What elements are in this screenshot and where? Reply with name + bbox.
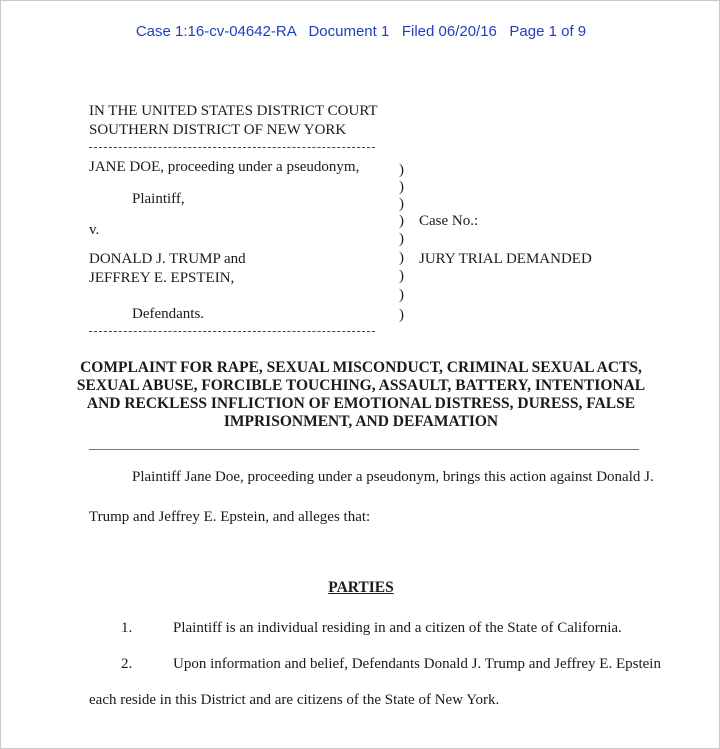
paragraph-1-text: Plaintiff is an individual residing in and a citizen of the State of California. (173, 620, 622, 636)
intro-line-2: Trump and Jeffrey E. Epstein, and alleges that: (89, 509, 371, 525)
document-number: Document 1 (308, 23, 390, 40)
paragraph-number: 2. (121, 656, 133, 672)
title-rule (89, 449, 639, 450)
ecf-header (1, 23, 720, 40)
paragraph-2-text-cont: each reside in this District and are citizens of the State of New York. (89, 692, 500, 708)
plaintiff-role: Plaintiff, (132, 191, 185, 207)
plaintiff-name: JANE DOE, proceeding under a pseudonym, (89, 159, 360, 175)
paragraph-number: 1. (121, 620, 133, 636)
page-indicator: Page 1 of 9 (509, 23, 587, 40)
caption-paren: ) (399, 268, 404, 284)
intro-line-1: Plaintiff Jane Doe, proceeding under a pseudonym, brings this action against Donald J. (132, 469, 654, 485)
filed-date: Filed 06/20/16 (401, 23, 497, 40)
defendant-role: Defendants. (132, 306, 205, 322)
defendant-1: DONALD J. TRUMP and (89, 251, 246, 267)
case-no-label: Case No.: (419, 213, 479, 229)
versus: v. (89, 222, 100, 238)
section-heading-parties: PARTIES (328, 579, 394, 596)
caption-paren: ) (399, 307, 404, 323)
caption-divider-bottom (89, 331, 375, 332)
complaint-title: COMPLAINT FOR RAPE, SEXUAL MISCONDUCT, CRIMINAL SEXUAL ACTS, SEXUAL ABUSE, FORCIBLE TOUCHING, ASSAULT, BATTERY, INTENTIONAL AND RECKLESS INFLICTION OF EMOTIONAL DISTRESS, DURESS, FALSE IMPRISONMENT, AND DEFAMATION (76, 359, 646, 430)
caption-paren: ) (399, 213, 404, 229)
caption-paren: ) (399, 231, 404, 247)
caption-paren: ) (399, 287, 404, 303)
caption-divider-top (89, 147, 375, 148)
caption-paren: ) (399, 196, 404, 212)
case-number: Case 1:16-cv-04642-RA (135, 23, 296, 40)
caption-paren: ) (399, 179, 404, 195)
caption-paren: ) (399, 162, 404, 178)
defendant-2: JEFFREY E. EPSTEIN, (89, 270, 235, 286)
court-district: SOUTHERN DISTRICT OF NEW YORK (89, 122, 347, 138)
jury-demand: JURY TRIAL DEMANDED (419, 251, 592, 267)
court-name: IN THE UNITED STATES DISTRICT COURT (89, 103, 378, 119)
caption-paren: ) (399, 250, 404, 266)
paragraph-2-text: Upon information and belief, Defendants Donald J. Trump and Jeffrey E. Epstein (173, 656, 661, 672)
